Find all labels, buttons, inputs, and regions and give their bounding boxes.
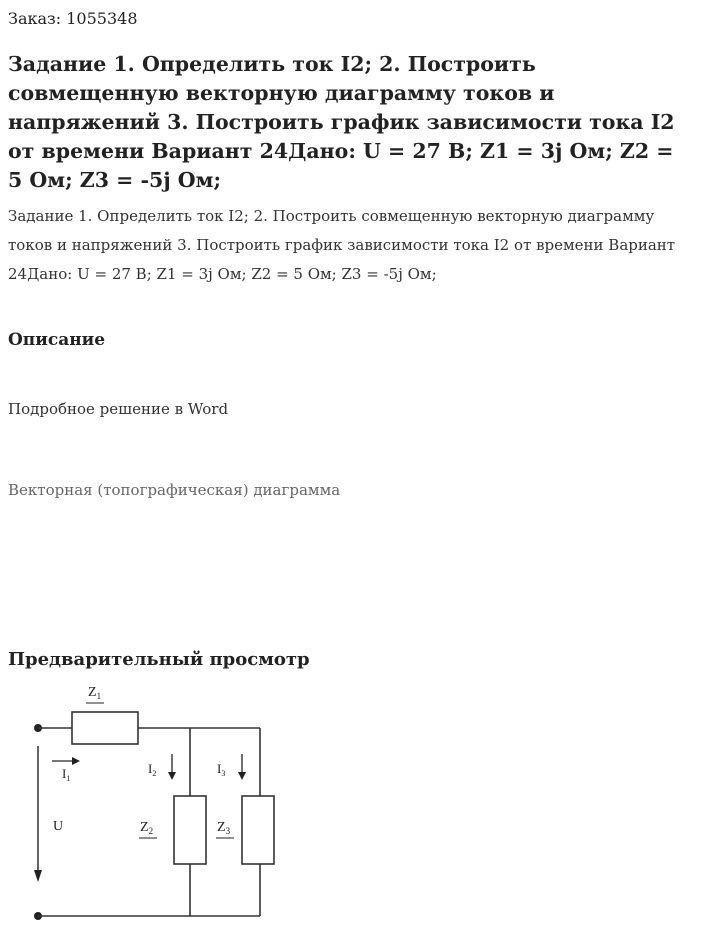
order-number: Заказ: 1055348 xyxy=(8,9,138,28)
z1-label: $Z_1$ xyxy=(88,685,102,701)
preview-heading: Предварительный просмотр xyxy=(8,649,310,670)
z3-label: $Z_3$ xyxy=(217,820,231,836)
z2-resistor xyxy=(174,796,206,864)
z1-resistor xyxy=(72,712,138,744)
u-label: U xyxy=(53,819,64,834)
i2-label: $I_2$ xyxy=(148,761,157,778)
circuit-wires xyxy=(38,728,260,916)
i3-label: $I_3$ xyxy=(217,761,226,778)
page-title: Задание 1. Определить ток I2; 2. Построить совмещенную векторную диаграмму токов и напряжений 3. Построить график зависимости тока I2 от времени Вариант 24Дано: U = 27 В; Z1 = 3j Ом; Z2 = 5 Ом; Z3 = -5j Ом; xyxy=(8,52,675,192)
description-heading: Описание xyxy=(8,330,106,350)
detail-solution-text: Подробное решение в Word xyxy=(8,400,229,418)
vector-diagram-text: Векторная (топографическая) диаграмма xyxy=(8,481,341,499)
i1-arrowhead xyxy=(72,757,80,765)
u-arrowhead xyxy=(34,870,42,882)
i3-arrowhead xyxy=(238,772,246,780)
z2-label: $Z_2$ xyxy=(140,820,154,836)
i2-arrowhead xyxy=(168,772,176,780)
circuit-diagram xyxy=(20,678,290,923)
z3-resistor xyxy=(242,796,274,864)
i1-label: $I_1$ xyxy=(62,766,71,783)
task-description: Задание 1. Определить ток I2; 2. Построить совмещенную векторную диаграмму токов и напряжений 3. Построить график зависимости тока I2 от времени Вариант 24Дано: U = 27 В; Z1 = 3j Ом; Z2 = 5 Ом; Z3 = -5j Ом; xyxy=(8,207,676,283)
